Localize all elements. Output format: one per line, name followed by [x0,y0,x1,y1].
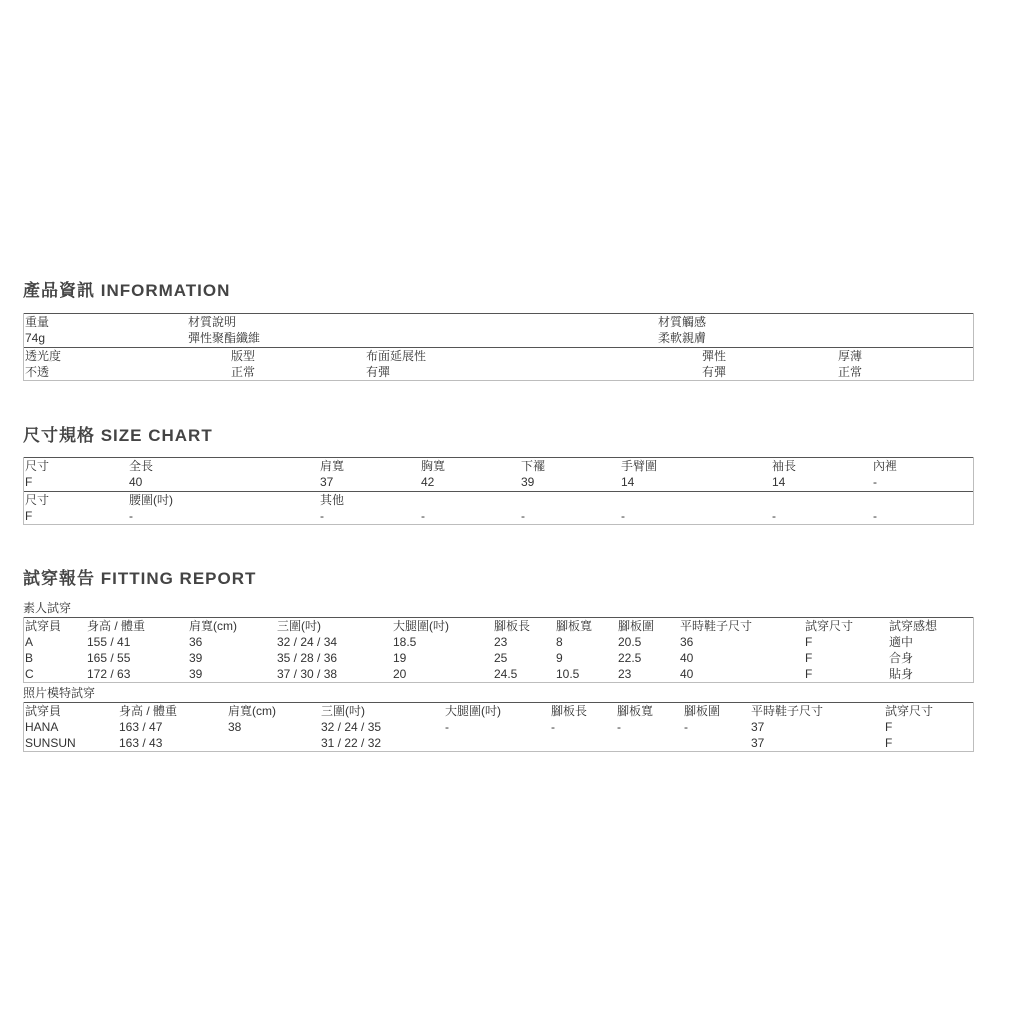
shoulder-cell: 39 [189,667,203,681]
amateur-row [24,666,973,682]
shoulder-cell: 38 [228,720,242,734]
empty-value: - [873,509,877,523]
feedback-cell: 合身 [889,651,914,665]
model-name-cell: SUNSUN [25,736,76,750]
trial-size-header: 試穿尺寸 [885,704,934,718]
length-value: 40 [129,475,143,489]
foot-girth-cell: - [684,720,688,734]
lining-header: 內裡 [873,459,898,473]
height-weight-cell: 165 / 55 [87,651,131,665]
amateur-fitting-group [24,617,973,682]
shoe-size-header: 平時鞋子尺寸 [751,704,824,718]
shoe-size-cell: 40 [680,667,694,681]
weight-header: 重量 [25,315,50,329]
foot-length-cell: 25 [494,651,508,665]
tester-cell: A [25,635,34,649]
foot-width-cell: - [617,720,621,734]
trial-size-cell: F [805,667,813,681]
trial-size-cell: F [885,736,893,750]
model-name-header: 試穿員 [25,704,62,718]
model-fitting-label: 照片模特試穿 [23,686,96,700]
thigh-header: 大腿圍(吋) [393,619,449,633]
amateur-fitting-table [23,617,974,683]
foot-width-header: 腳板寬 [617,704,654,718]
sleeve-value: 14 [772,475,786,489]
size-header-2: 尺寸 [25,493,50,507]
fit-header: 版型 [231,349,256,363]
trial-size-cell: F [805,635,813,649]
shoe-size-cell: 36 [680,635,694,649]
shoe-size-cell: 40 [680,651,694,665]
feedback-cell: 貼身 [889,667,914,681]
feedback-cell: 適中 [889,635,914,649]
amateur-header-row [24,618,973,634]
sleeve-header: 袖長 [772,459,797,473]
measurements-cell: 37 / 30 / 38 [277,667,338,681]
size-group-1 [24,457,973,490]
foot-length-header: 腳板長 [551,704,588,718]
model-name-cell: HANA [25,720,59,734]
tester-cell: B [25,651,34,665]
height-weight-header: 身高 / 體重 [87,619,146,633]
model-row [24,719,973,735]
length-header: 全長 [129,459,154,473]
shoulder-cell: 36 [189,635,203,649]
other-header: 其他 [320,493,345,507]
foot-length-cell: 24.5 [494,667,518,681]
foot-width-header: 腳板寬 [556,619,593,633]
size-value-row-2 [24,508,973,524]
amateur-row [24,634,973,650]
thigh-cell: - [445,720,449,734]
opacity-value: 不透 [25,365,50,379]
stretch-header: 布面延展性 [366,349,427,363]
shoulder-cm-header: 肩寬(cm) [228,704,276,718]
hem-value: 39 [521,475,535,489]
weight-value: 74g [25,331,46,345]
information-group-2 [24,347,973,380]
stretch-value: 有彈 [366,365,391,379]
size-value-2: F [25,509,33,523]
empty-value: - [521,509,525,523]
thickness-value: 正常 [838,365,863,379]
trial-size-cell: F [805,651,813,665]
texture-value: 柔軟親膚 [658,331,707,345]
other-value: - [320,509,324,523]
foot-width-cell: 8 [556,635,563,649]
foot-width-cell: 10.5 [556,667,580,681]
opacity-header: 透光度 [25,349,62,363]
fitting-report-title: 試穿報告 FITTING REPORT [23,569,257,588]
amateur-fitting-label: 素人試穿 [23,601,72,615]
thigh-cell: 18.5 [393,635,417,649]
size-header-row-2 [24,492,973,508]
shoe-size-header: 平時鞋子尺寸 [680,619,753,633]
hem-header: 下襬 [521,459,546,473]
foot-girth-cell: 23 [618,667,632,681]
foot-girth-header: 腳板圍 [618,619,655,633]
height-weight-cell: 155 / 41 [87,635,131,649]
chest-header: 胸寬 [421,459,446,473]
material-value: 彈性聚酯纖維 [188,331,261,345]
information-header-row-2 [24,348,973,364]
shoe-size-cell: 37 [751,736,765,750]
lining-value: - [873,475,877,489]
measurements-cell: 32 / 24 / 34 [277,635,338,649]
measurements-cell: 35 / 28 / 36 [277,651,338,665]
measurements-cell: 32 / 24 / 35 [321,720,382,734]
size-chart-table [23,457,974,525]
height-weight-cell: 163 / 47 [119,720,163,734]
material-header: 材質說明 [188,315,237,329]
waist-value: - [129,509,133,523]
fit-value: 正常 [231,365,256,379]
elasticity-header: 彈性 [702,349,727,363]
elasticity-value: 有彈 [702,365,727,379]
thigh-cell: 19 [393,651,407,665]
information-group-1 [24,313,973,346]
texture-header: 材質觸感 [658,315,707,329]
model-fitting-group [24,702,973,751]
foot-length-cell: - [551,720,555,734]
measurements-cell: 31 / 22 / 32 [321,736,382,750]
tester-cell: C [25,667,34,681]
size-chart-title: 尺寸規格 SIZE CHART [23,426,213,445]
waist-header: 腰圍(吋) [129,493,173,507]
size-header: 尺寸 [25,459,50,473]
size-header-row-1 [24,458,973,474]
information-value-row-1 [24,330,973,346]
shoulder-cell: 39 [189,651,203,665]
information-title: 產品資訊 INFORMATION [23,281,231,300]
thigh-header: 大腿圍(吋) [445,704,501,718]
information-table [23,313,974,381]
information-value-row-2 [24,364,973,380]
amateur-row [24,650,973,666]
foot-girth-cell: 22.5 [618,651,642,665]
measurements-header: 三圍(吋) [277,619,321,633]
chest-value: 42 [421,475,435,489]
shoulder-cm-header: 肩寬(cm) [189,619,237,633]
size-group-2 [24,491,973,524]
height-weight-cell: 163 / 43 [119,736,163,750]
trial-size-cell: F [885,720,893,734]
shoulder-value: 37 [320,475,334,489]
feedback-header: 試穿感想 [889,619,938,633]
trial-size-header: 試穿尺寸 [805,619,854,633]
measurements-header: 三圍(吋) [321,704,365,718]
height-weight-cell: 172 / 63 [87,667,131,681]
size-value-row-1 [24,474,973,490]
model-row [24,735,973,751]
empty-value: - [772,509,776,523]
empty-value: - [421,509,425,523]
thigh-cell: 20 [393,667,407,681]
model-fitting-table [23,702,974,752]
arm-header: 手臂圍 [621,459,658,473]
arm-value: 14 [621,475,635,489]
size-value: F [25,475,33,489]
shoe-size-cell: 37 [751,720,765,734]
foot-width-cell: 9 [556,651,563,665]
shoulder-header: 肩寬 [320,459,345,473]
height-weight-header: 身高 / 體重 [119,704,178,718]
empty-value: - [621,509,625,523]
tester-header: 試穿員 [25,619,62,633]
model-header-row [24,703,973,719]
foot-length-header: 腳板長 [494,619,531,633]
foot-girth-cell: 20.5 [618,635,642,649]
foot-length-cell: 23 [494,635,508,649]
information-header-row-1 [24,314,973,330]
thickness-header: 厚薄 [838,349,863,363]
foot-girth-header: 腳板圍 [684,704,721,718]
